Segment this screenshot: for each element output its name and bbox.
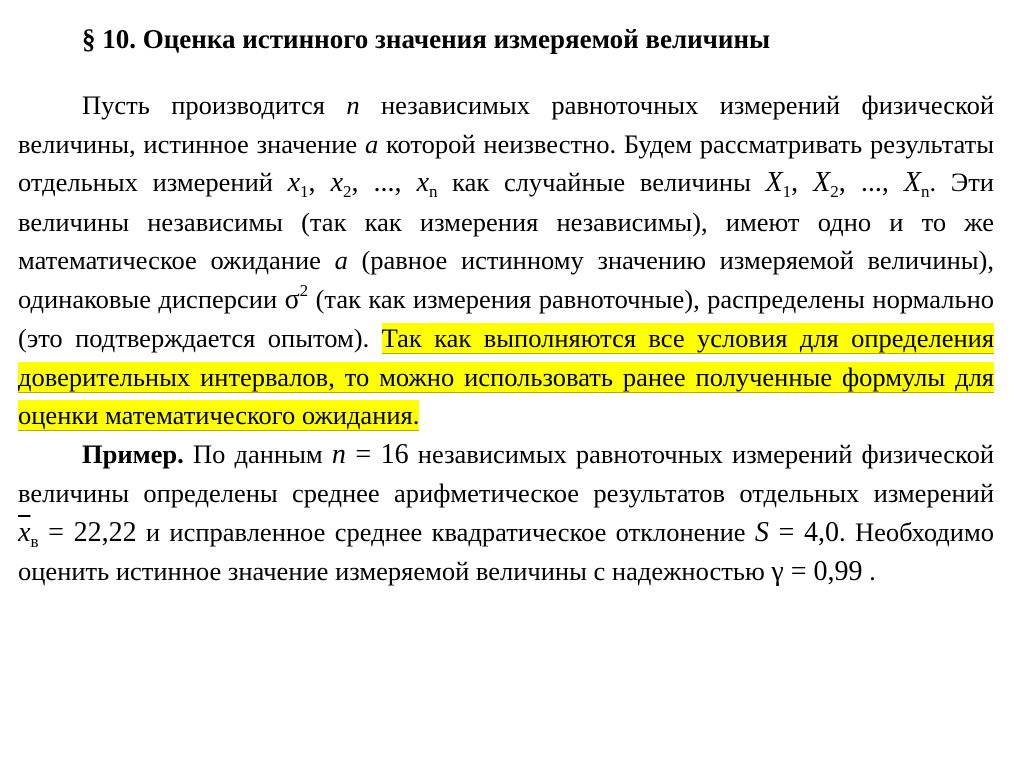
section-title: § 10. Оценка истинного значения измеряемой величины bbox=[82, 24, 771, 54]
text-body bbox=[18, 86, 994, 592]
example-label: Пример. bbox=[82, 438, 184, 469]
text-run: . Эти величины независимы (так как измерения независимы), имеют одно и то же математическое ожидание bbox=[18, 167, 994, 275]
text-run: . bbox=[862, 556, 876, 586]
var-a: a bbox=[364, 128, 379, 159]
formula-variance: $\sigma^2$ bbox=[284, 280, 309, 315]
text-run: которой неизвестно. Будем рассматривать результаты отдельных измерений bbox=[18, 128, 994, 197]
var-a: a bbox=[334, 245, 348, 275]
formula-X-variables: $X_1$, $X_2$, ..., $X_n$ bbox=[765, 167, 930, 201]
text-run: независимых равноточных измерений физической величины, истинное значение bbox=[18, 90, 994, 159]
text-run: как случайные величины bbox=[437, 167, 766, 197]
text-run: Пусть производится bbox=[82, 90, 347, 120]
text-run: По данным bbox=[183, 438, 332, 469]
formula-x-values: $x_1$, $x_2$, ..., $x_n$ bbox=[287, 167, 438, 201]
formula-sample-mean: $\overline{x}_в = 22,22$ bbox=[18, 516, 137, 551]
formula-reliability: γ = 0,99 bbox=[771, 556, 863, 587]
text-run: (так как измерения равноточные), распределены нормально (это подтверждается опытом). bbox=[18, 283, 994, 353]
formula-n-equals: n = 16 bbox=[331, 438, 409, 470]
text-run: и исправленное среднее квадратическое отклонение bbox=[136, 516, 755, 547]
text-run: независимых равноточных измерений физической величины определены среднее арифметическое результатов отдельных измерений bbox=[18, 438, 995, 508]
text-run: . Необходимо оценить истинное значение измеряемой величины с надежностью bbox=[18, 516, 994, 586]
text-run: (равное истинному значению измеряемой величины), одинаковые дисперсии bbox=[18, 245, 995, 314]
paragraph-intro bbox=[18, 86, 994, 435]
highlighted-text: Так как выполняются все условия для определения доверительных интервалов, то можно использовать ранее полученные формулы для оценки математического ожидания. bbox=[18, 323, 995, 430]
var-n: n bbox=[346, 90, 360, 120]
formula-std-deviation: S = 4,0 bbox=[754, 516, 840, 548]
paragraph-example bbox=[18, 435, 994, 592]
